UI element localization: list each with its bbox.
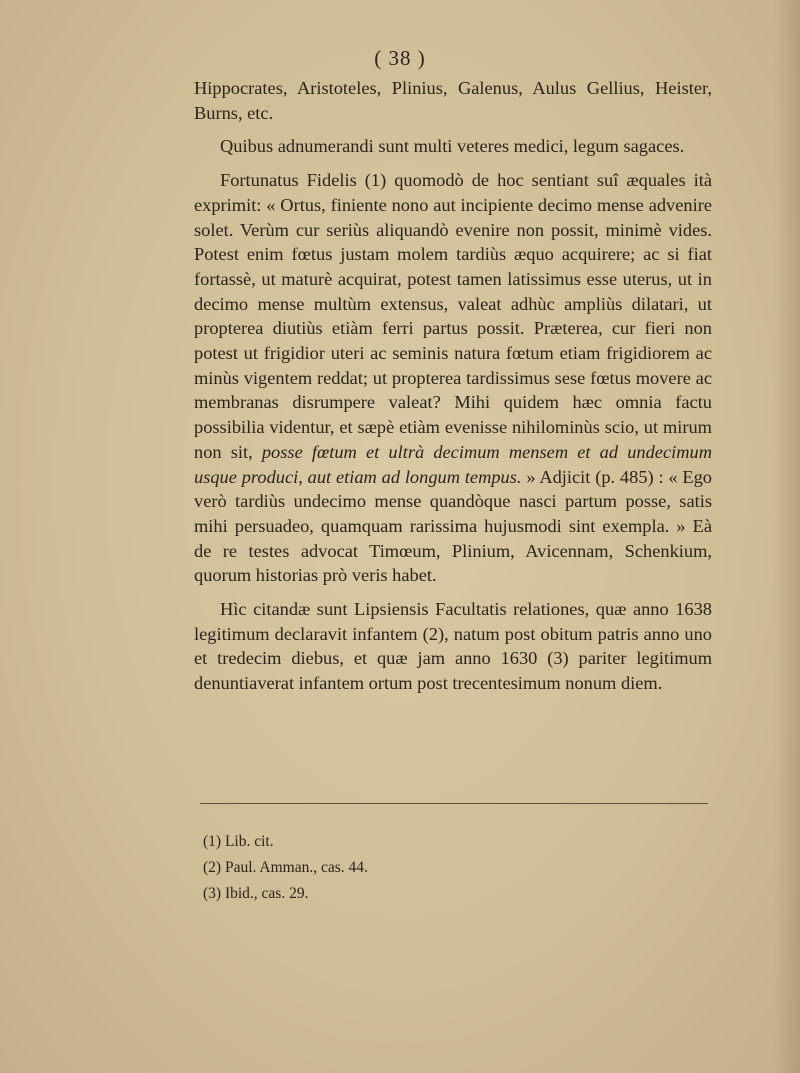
paragraph-quibus	[194, 134, 712, 159]
footnote-text: Paul. Amman., cas. 44.	[224, 859, 368, 876]
footnote-rule	[200, 803, 708, 804]
footnotes	[203, 829, 368, 907]
paragraph-lipsiensis	[194, 597, 712, 696]
main-text	[194, 76, 712, 696]
footnote-mark: (3)	[203, 885, 222, 902]
page-edge-shadow	[774, 0, 800, 1073]
footnote-mark: (1)	[203, 833, 222, 850]
footnote-text: Lib. cit.	[224, 833, 274, 850]
paragraph-lipsiensis-text: Hìc citandæ sunt Lipsiensis Facultatis relationes, quæ anno 1638 legitimum declaravit infantem (2), natum post obitum patris anno uno et tredecim diebus, et quæ jam anno 1630 (3) pariter legitimum denuntiaverat infantem ortum post trecentesimum nonum diem.	[194, 599, 712, 694]
footnote-2	[203, 855, 368, 881]
paragraph-authors-text: Hippocrates, Aristoteles, Plinius, Galenus, Aulus Gellius, Heister, Burns, etc.	[194, 78, 712, 123]
paragraph-fortunatus-italic: posse fœtum et ultrà decimum mensem et ad undecimum usque produci, aut etiam ad longum tempus.	[194, 441, 712, 487]
footnote-3	[203, 881, 368, 907]
paragraph-authors	[194, 76, 712, 125]
footnote-mark: (2)	[203, 859, 222, 876]
footnote-1	[203, 829, 368, 855]
footnote-text: Ibid., cas. 29.	[224, 885, 309, 902]
page-number: ( 38 )	[374, 46, 426, 70]
paragraph-fortunatus-intro: Fortunatus Fidelis (1) quomodò de hoc sentiant suî æquales ità exprimit: « Ortus, finiente nono aut incipiente decimo mense advenire solet. Verùm cur seriùs aliquandò evenire non possit, minimè vides. Potest enim fœtus justam molem tardiùs æquo acquirere; ac si fiat fortassè, ut maturè acquirat, potest tamen latissimus esse uterus, ut in decimo mense multùm extensus, valeat adhùc ampliùs dilatari, ut propterea diutiùs etiàm ferri partus possit. Præterea, cur fieri non potest ut frigidior uteri ac seminis natura fœtum etiam frigidiorem ac minùs vigentem reddat; ut propterea tardissimus sese fœtus movere ac membranas disrumpere valeat? Mihi quidem hæc omnia factu possibilia videntur, et sæpè etiàm evenisse nihilominùs scio, ut mirum non sit,	[194, 170, 712, 462]
paragraph-quibus-text: Quibus adnumerandi sunt multi veteres medici, legum sagaces.	[220, 136, 685, 157]
paragraph-fortunatus-outro: » Adjicit (p. 485) : « Ego verò tardiùs undecimo mense quandòque nasci partum posse, satis mihi persuadeo, quamquam rarissima hujusmodi sint exempla. » Eà de re testes advocat Timœum, Plinium, Avicennam, Schenkium, quorum historias prò veris habet.	[194, 466, 712, 586]
paragraph-fortunatus	[194, 168, 712, 588]
